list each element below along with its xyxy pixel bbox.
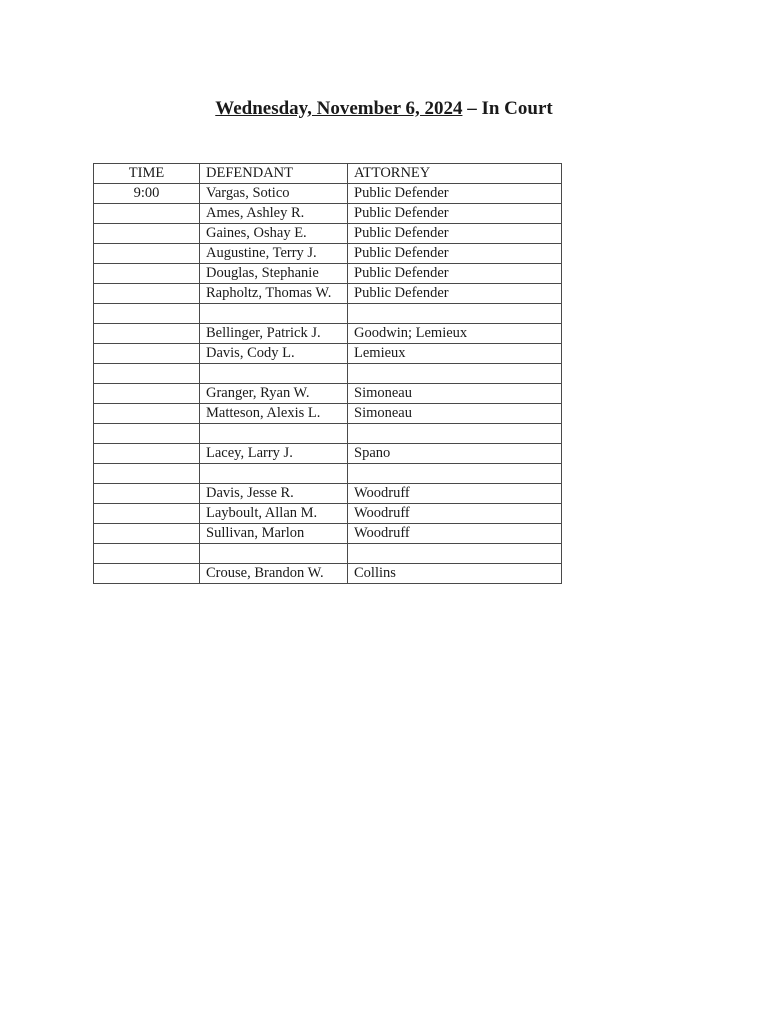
defendant-cell	[200, 544, 348, 564]
column-header-attorney: ATTORNEY	[348, 164, 562, 184]
table-row	[94, 464, 562, 484]
attorney-cell: Simoneau	[348, 384, 562, 404]
table-row	[94, 264, 562, 284]
defendant-cell	[200, 464, 348, 484]
defendant-cell: Lacey, Larry J.	[200, 444, 348, 464]
table-row	[94, 524, 562, 544]
table-row	[94, 444, 562, 464]
table-row	[94, 484, 562, 504]
table-row	[94, 564, 562, 584]
time-cell	[94, 244, 200, 264]
defendant-cell: Rapholtz, Thomas W.	[200, 284, 348, 304]
page-title	[0, 98, 768, 120]
table-row	[94, 224, 562, 244]
attorney-cell: Public Defender	[348, 284, 562, 304]
page-title-date: Wednesday, November 6, 2024	[215, 98, 463, 119]
table-row	[94, 344, 562, 364]
time-cell: 9:00	[94, 184, 200, 204]
attorney-cell: Woodruff	[348, 524, 562, 544]
time-cell	[94, 324, 200, 344]
table-row	[94, 284, 562, 304]
defendant-cell: Davis, Cody L.	[200, 344, 348, 364]
column-header-time: TIME	[94, 164, 200, 184]
attorney-cell: Public Defender	[348, 264, 562, 284]
table-row	[94, 204, 562, 224]
attorney-cell	[348, 464, 562, 484]
attorney-cell: Spano	[348, 444, 562, 464]
time-cell	[94, 424, 200, 444]
defendant-cell: Matteson, Alexis L.	[200, 404, 348, 424]
attorney-cell	[348, 424, 562, 444]
attorney-cell	[348, 364, 562, 384]
defendant-cell: Vargas, Sotico	[200, 184, 348, 204]
table-row	[94, 304, 562, 324]
attorney-cell: Lemieux	[348, 344, 562, 364]
time-cell	[94, 384, 200, 404]
time-cell	[94, 404, 200, 424]
attorney-cell: Woodruff	[348, 504, 562, 524]
time-cell	[94, 304, 200, 324]
defendant-cell	[200, 424, 348, 444]
time-cell	[94, 344, 200, 364]
defendant-cell	[200, 364, 348, 384]
attorney-cell: Simoneau	[348, 404, 562, 424]
header-row	[94, 164, 562, 184]
defendant-cell: Granger, Ryan W.	[200, 384, 348, 404]
table-row	[94, 384, 562, 404]
attorney-cell: Public Defender	[348, 224, 562, 244]
defendant-cell: Augustine, Terry J.	[200, 244, 348, 264]
defendant-cell: Layboult, Allan M.	[200, 504, 348, 524]
time-cell	[94, 524, 200, 544]
defendant-cell: Davis, Jesse R.	[200, 484, 348, 504]
table-row	[94, 504, 562, 524]
attorney-cell: Public Defender	[348, 204, 562, 224]
table-row	[94, 424, 562, 444]
table-row	[94, 404, 562, 424]
attorney-cell: Collins	[348, 564, 562, 584]
attorney-cell: Woodruff	[348, 484, 562, 504]
defendant-cell	[200, 304, 348, 324]
attorney-cell: Goodwin; Lemieux	[348, 324, 562, 344]
docket-table	[93, 163, 562, 584]
time-cell	[94, 464, 200, 484]
time-cell	[94, 284, 200, 304]
table-row	[94, 544, 562, 564]
time-cell	[94, 504, 200, 524]
time-cell	[94, 364, 200, 384]
time-cell	[94, 564, 200, 584]
attorney-cell	[348, 304, 562, 324]
attorney-cell: Public Defender	[348, 184, 562, 204]
table-row	[94, 364, 562, 384]
time-cell	[94, 544, 200, 564]
page-title-suffix: – In Court	[462, 98, 553, 119]
attorney-cell: Public Defender	[348, 244, 562, 264]
table-row	[94, 324, 562, 344]
column-header-defendant: DEFENDANT	[200, 164, 348, 184]
attorney-cell	[348, 544, 562, 564]
time-cell	[94, 204, 200, 224]
table-row	[94, 184, 562, 204]
defendant-cell: Douglas, Stephanie	[200, 264, 348, 284]
defendant-cell: Gaines, Oshay E.	[200, 224, 348, 244]
defendant-cell: Crouse, Brandon W.	[200, 564, 348, 584]
defendant-cell: Sullivan, Marlon	[200, 524, 348, 544]
time-cell	[94, 444, 200, 464]
defendant-cell: Ames, Ashley R.	[200, 204, 348, 224]
defendant-cell: Bellinger, Patrick J.	[200, 324, 348, 344]
time-cell	[94, 264, 200, 284]
time-cell	[94, 224, 200, 244]
table-row	[94, 244, 562, 264]
time-cell	[94, 484, 200, 504]
